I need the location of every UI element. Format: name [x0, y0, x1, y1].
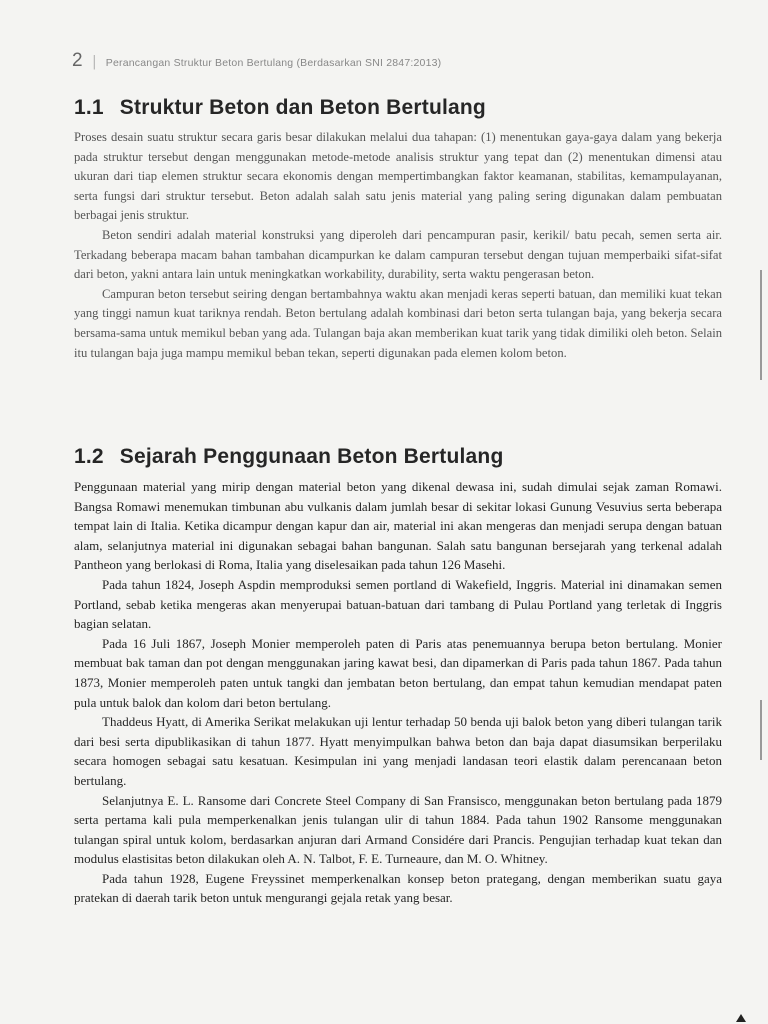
section-heading [74, 96, 722, 120]
scan-edge-mark [760, 700, 762, 760]
paragraph: Pada 16 Juli 1867, Joseph Monier memperoleh paten di Paris atas penemuannya berupa beton bertulang. Monier membuat bak taman dan pot dengan menggunakan jaring kawat besi, dan dipamerkan di Paris pada tahun 1867. Pada tahun 1873, Monier memperoleh paten untuk tangki dan jembatan beton bertulang, dan empat tahun kemudian mendapat paten pula untuk balok dan kolom dari beton bertulang. [74, 635, 722, 710]
running-head-separator: | [92, 53, 96, 70]
scan-corner-mark [736, 1014, 746, 1022]
section-number: 1.1 [74, 96, 104, 119]
paragraph: Thaddeus Hyatt, di Amerika Serikat melakukan uji lentur terhadap 50 benda uji balok beton yang diberi tulangan tarik dari besi serta dipublikasikan di tahun 1877. Hyatt menyimpulkan bahwa beton dan baja dapat diasumsikan berperilaku secara homogen sebagai satu kesatuan. Kesimpulan ini yang menjadi landasan teori elastik dalam perencanaan beton bertulang. [74, 714, 722, 788]
page-number: 2 [72, 50, 83, 71]
paragraph: Penggunaan material yang mirip dengan material beton yang dikenal dewasa ini, sudah dimulai sejak zaman Romawi. Bangsa Romawi menemukan timbunan abu vulkanis dalam jumlah besar di sekitar lokasi Gunung Vesuvius serta beberapa tempat lain di Italia. Ketika dicampur dengan kapur dan air, material ini akan mengeras dan menjadi serupa dengan batuan alam, selanjutnya material ini digunakan sebagai bahan bangunan. Salah satu bangunan bersejarah yang terkenal adalah Pantheon yang berlokasi di Roma, Italia yang diselesaikan pada tahun 126 Masehi. [74, 479, 722, 573]
scan-edge-mark [760, 270, 762, 380]
running-head-title: Perancangan Struktur Beton Bertulang (Berdasarkan SNI 2847:2013) [105, 57, 442, 69]
section-number: 1.2 [74, 445, 104, 468]
paragraph: Campuran beton tersebut seiring dengan bertambahnya waktu akan menjadi keras seperti batuan, dan memiliki kuat tekan yang tinggi namun kuat tariknya rendah. Beton bertulang adalah kombinasi dari beton serta tulangan baja, yang bekerja secara bersama-sama untuk memikul beban yang ada. Tulangan baja akan memberikan kuat tarik yang tidak dimiliki oleh beton. Selain itu tulangan baja juga mampu memikul beban tekan, seperti digunakan pada elemen kolom beton. [74, 286, 722, 360]
section-1-2 [74, 445, 722, 908]
section-1-1 [74, 96, 722, 363]
paragraph: Proses desain suatu struktur secara garis besar dilakukan melalui dua tahapan: (1) menentukan gaya-gaya dalam yang bekerja pada struktur tersebut dengan menggunakan metode-metode analisis struktur yang tepat dan (2) menentukan dimensi atau ukuran dari tiap elemen struktur secara ekonomis dengan mempertimbangkan faktor keamanan, stabilitas, kemampulayanan, serta fungsi dari struktur tersebut. Beton adalah salah satu jenis material yang paling sering digunakan dalam pembuatan berbagai jenis struktur. [74, 130, 722, 223]
running-head [72, 50, 441, 72]
section-title: Sejarah Penggunaan Beton Bertulang [119, 445, 504, 468]
paragraph: Selanjutnya E. L. Ransome dari Concrete Steel Company di San Fransisco, menggunakan beton bertulang pada 1879 serta pertama kali pula memperkenalkan jenis tulangan ulir di tahun 1884. Pada tahun 1902 Ransome menggunakan tulangan spiral untuk kolom, berdasarkan anjuran dari Armand Considére dari Prancis. Pengujian terhadap kuat tekan dan modulus elastisitas beton dilakukan oleh A. N. Talbot, F. E. Turneaure, dan M. O. Whitney. [74, 792, 722, 867]
paragraph: Beton sendiri adalah material konstruksi yang diperoleh dari pencampuran pasir, kerikil/ batu pecah, semen serta air. Terkadang beberapa macam bahan tambahan dicampurkan ke dalam campuran tersebut dengan tujuan memperbaiki sifat-sifat dari beton, yakni antara lain untuk meningkatkan workability, durability, serta waktu pengerasan beton. [74, 227, 722, 282]
section-title: Struktur Beton dan Beton Bertulang [119, 96, 486, 119]
paragraph: Pada tahun 1928, Eugene Freyssinet memperkenalkan konsep beton prategang, dengan memberikan suatu gaya pratekan di daerah tarik beton untuk mengurangi gejala retak yang besar. [74, 870, 722, 906]
section-heading [74, 445, 722, 469]
paragraph: Pada tahun 1824, Joseph Aspdin memproduksi semen portland di Wakefield, Inggris. Material ini dinamakan semen Portland, sebab ketika mengeras akan menyerupai batuan-batuan dari tambang di Pulau Portland yang terletak di Inggris bagian selatan. [74, 576, 722, 632]
